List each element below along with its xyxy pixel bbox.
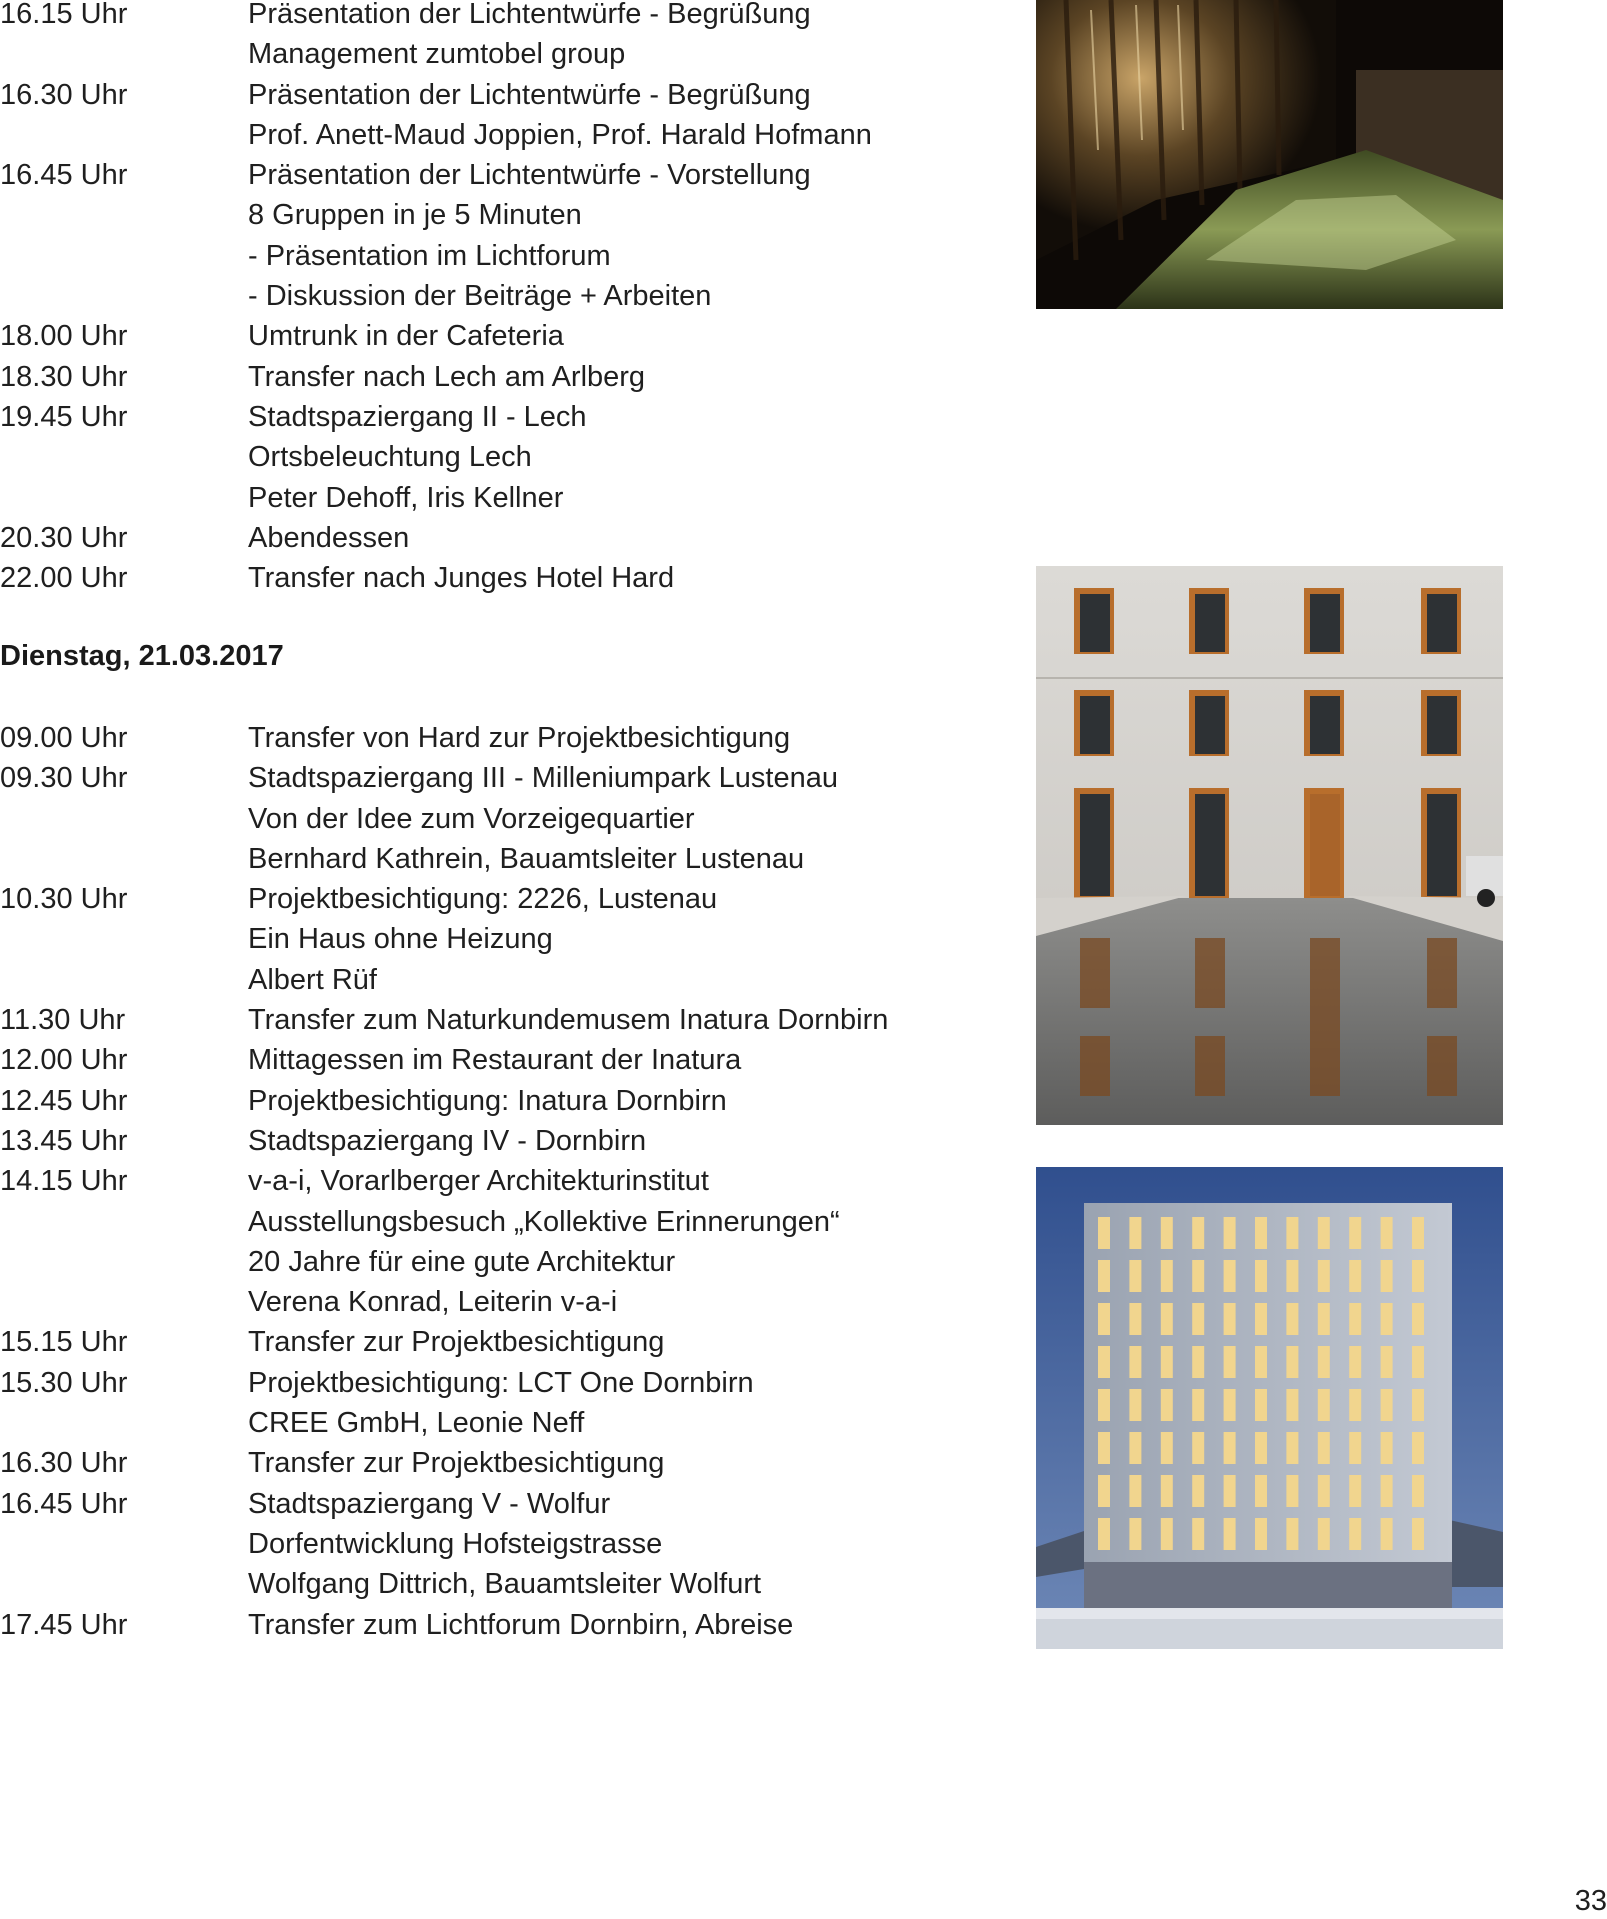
tower-window bbox=[1192, 1475, 1204, 1507]
tower-window bbox=[1192, 1432, 1204, 1464]
tower-window bbox=[1286, 1260, 1298, 1292]
photo-lct-one-tower-graphic bbox=[1036, 1167, 1503, 1649]
schedule-text: Projektbesichtigung: Inatura Dornbirn bbox=[248, 1084, 727, 1117]
schedule-text: Transfer zum Lichtforum Dornbirn, Abreise bbox=[248, 1608, 794, 1641]
schedule-time: 14.15 Uhr bbox=[0, 1165, 128, 1198]
tower-window bbox=[1255, 1389, 1267, 1421]
tower-window bbox=[1224, 1475, 1236, 1507]
schedule-time: 15.30 Uhr bbox=[0, 1366, 128, 1399]
schedule-time: 15.15 Uhr bbox=[0, 1326, 128, 1359]
photo-building-2226-graphic bbox=[1036, 566, 1503, 1125]
schedule-text: Von der Idee zum Vorzeigequartier bbox=[248, 802, 695, 835]
schedule-text: 8 Gruppen in je 5 Minuten bbox=[248, 199, 582, 232]
tower-window bbox=[1255, 1518, 1267, 1550]
schedule-text: Transfer zur Projektbesichtigung bbox=[248, 1326, 665, 1359]
tower-window bbox=[1129, 1260, 1141, 1292]
schedule-text: Management zumtobel group bbox=[248, 38, 626, 71]
schedule-time: 18.30 Uhr bbox=[0, 360, 128, 393]
tower-window bbox=[1129, 1389, 1141, 1421]
tower-window bbox=[1286, 1217, 1298, 1249]
schedule-text: Ausstellungsbesuch „Kollektive Erinnerungen“ bbox=[248, 1205, 840, 1238]
tower-window bbox=[1192, 1346, 1204, 1378]
schedule-time: 17.45 Uhr bbox=[0, 1608, 128, 1641]
tower-window bbox=[1318, 1346, 1330, 1378]
tower-window bbox=[1381, 1303, 1393, 1335]
tower-window bbox=[1161, 1346, 1173, 1378]
tower-window bbox=[1349, 1303, 1361, 1335]
schedule-text: v-a-i, Vorarlberger Architekturinstitut bbox=[248, 1165, 709, 1198]
tower-window bbox=[1412, 1389, 1424, 1421]
tower-window bbox=[1098, 1432, 1110, 1464]
schedule-text: Verena Konrad, Leiterin v-a-i bbox=[248, 1286, 618, 1319]
tower-window bbox=[1412, 1217, 1424, 1249]
schedule-time: 18.00 Uhr bbox=[0, 320, 128, 353]
schedule-time: 10.30 Uhr bbox=[0, 883, 128, 916]
tower-window bbox=[1098, 1217, 1110, 1249]
tower-window bbox=[1349, 1518, 1361, 1550]
tower-window bbox=[1255, 1217, 1267, 1249]
tower-window bbox=[1098, 1475, 1110, 1507]
tower-window bbox=[1412, 1260, 1424, 1292]
tower-window bbox=[1192, 1518, 1204, 1550]
schedule-text: Präsentation der Lichtentwürfe - Begrüßung bbox=[248, 0, 811, 30]
schedule-text: Projektbesichtigung: 2226, Lustenau bbox=[248, 883, 718, 916]
schedule-time: 20.30 Uhr bbox=[0, 521, 128, 554]
tower-window bbox=[1224, 1389, 1236, 1421]
tower-window bbox=[1129, 1518, 1141, 1550]
tower-window bbox=[1161, 1475, 1173, 1507]
day-heading: Dienstag, 21.03.2017 bbox=[0, 640, 284, 672]
tower-window bbox=[1129, 1217, 1141, 1249]
tower-window bbox=[1224, 1432, 1236, 1464]
tower-window bbox=[1255, 1475, 1267, 1507]
tower-window bbox=[1192, 1389, 1204, 1421]
schedule-time: 19.45 Uhr bbox=[0, 400, 128, 433]
schedule-time: 12.00 Uhr bbox=[0, 1044, 128, 1077]
schedule-time: 16.45 Uhr bbox=[0, 1487, 128, 1520]
tower-window bbox=[1349, 1432, 1361, 1464]
tower-window bbox=[1255, 1260, 1267, 1292]
tower-window bbox=[1224, 1260, 1236, 1292]
tower-window bbox=[1224, 1303, 1236, 1335]
tower-window bbox=[1129, 1346, 1141, 1378]
schedule-text: Transfer zum Naturkundemusem Inatura Dornbirn bbox=[248, 1004, 889, 1037]
tower-window bbox=[1318, 1475, 1330, 1507]
schedule-text: Transfer nach Lech am Arlberg bbox=[248, 360, 646, 393]
tower-window bbox=[1192, 1303, 1204, 1335]
schedule-text: - Diskussion der Beiträge + Arbeiten bbox=[248, 280, 712, 313]
tower-window bbox=[1098, 1346, 1110, 1378]
tower-window bbox=[1192, 1217, 1204, 1249]
tower-window bbox=[1318, 1389, 1330, 1421]
tower-window bbox=[1381, 1260, 1393, 1292]
tower-window bbox=[1224, 1346, 1236, 1378]
schedule-text: Dorfentwicklung Hofsteigstrasse bbox=[248, 1527, 663, 1560]
tower-window bbox=[1129, 1432, 1141, 1464]
schedule-text: Prof. Anett-Maud Joppien, Prof. Harald Hofmann bbox=[248, 118, 872, 151]
photo-lct-one-tower bbox=[1036, 1167, 1503, 1649]
tower-window bbox=[1381, 1389, 1393, 1421]
tower-window bbox=[1318, 1303, 1330, 1335]
tower-window bbox=[1349, 1260, 1361, 1292]
tower-window bbox=[1381, 1346, 1393, 1378]
tower-window bbox=[1412, 1475, 1424, 1507]
schedule-time: 12.45 Uhr bbox=[0, 1084, 128, 1117]
tower-window bbox=[1286, 1303, 1298, 1335]
schedule-text: Stadtspaziergang IV - Dornbirn bbox=[248, 1124, 647, 1157]
tower-window bbox=[1161, 1260, 1173, 1292]
tower-window bbox=[1161, 1518, 1173, 1550]
schedule-text: Transfer nach Junges Hotel Hard bbox=[248, 562, 675, 595]
schedule-text: Wolfgang Dittrich, Bauamtsleiter Wolfurt bbox=[248, 1568, 762, 1601]
tower-window bbox=[1349, 1217, 1361, 1249]
tower-window bbox=[1098, 1260, 1110, 1292]
schedule-text: Präsentation der Lichtentwürfe - Vorstellung bbox=[248, 159, 811, 192]
tower-window bbox=[1381, 1432, 1393, 1464]
photo-building-2226 bbox=[1036, 566, 1503, 1125]
tower-window bbox=[1161, 1432, 1173, 1464]
schedule-text: Stadtspaziergang V - Wolfur bbox=[248, 1487, 611, 1520]
tower-window bbox=[1286, 1475, 1298, 1507]
tower-window bbox=[1098, 1389, 1110, 1421]
tower-window bbox=[1161, 1217, 1173, 1249]
schedule-text: Peter Dehoff, Iris Kellner bbox=[248, 481, 564, 514]
schedule-text: Umtrunk in der Cafeteria bbox=[248, 320, 564, 353]
schedule-time: 09.00 Uhr bbox=[0, 722, 128, 754]
schedule-time: 09.30 Uhr bbox=[0, 762, 128, 795]
tower-window bbox=[1349, 1346, 1361, 1378]
schedule-text: Stadtspaziergang III - Milleniumpark Lustenau bbox=[248, 762, 838, 795]
tower-window bbox=[1318, 1518, 1330, 1550]
schedule-text: Albert Rüf bbox=[248, 963, 377, 996]
schedule-time: 16.15 Uhr bbox=[0, 0, 128, 30]
schedule-time: 16.45 Uhr bbox=[0, 159, 128, 192]
schedule-text: 20 Jahre für eine gute Architektur bbox=[248, 1245, 676, 1278]
schedule-time: 13.45 Uhr bbox=[0, 1124, 128, 1157]
schedule-text: CREE GmbH, Leonie Neff bbox=[248, 1407, 585, 1440]
schedule-time: 11.30 Uhr bbox=[0, 1004, 126, 1037]
tower-window bbox=[1318, 1432, 1330, 1464]
tower-window bbox=[1286, 1518, 1298, 1550]
tower-window bbox=[1412, 1432, 1424, 1464]
tower-window bbox=[1161, 1303, 1173, 1335]
page-number: 33 bbox=[1574, 1885, 1607, 1917]
tower-window bbox=[1255, 1346, 1267, 1378]
tower-window bbox=[1318, 1217, 1330, 1249]
schedule-text: Bernhard Kathrein, Bauamtsleiter Lustenau bbox=[248, 842, 805, 875]
schedule-text: Projektbesichtigung: LCT One Dornbirn bbox=[248, 1366, 754, 1399]
tower-window bbox=[1349, 1389, 1361, 1421]
tower-window bbox=[1286, 1346, 1298, 1378]
photo-illuminated-interior-graphic bbox=[1036, 0, 1503, 309]
schedule-time: 16.30 Uhr bbox=[0, 1447, 128, 1480]
tower-window bbox=[1381, 1475, 1393, 1507]
tower-window bbox=[1349, 1475, 1361, 1507]
schedule-text: Abendessen bbox=[248, 521, 410, 554]
tower-window bbox=[1129, 1475, 1141, 1507]
tower-window bbox=[1224, 1518, 1236, 1550]
tower-window bbox=[1381, 1518, 1393, 1550]
schedule-text: Ortsbeleuchtung Lech bbox=[248, 441, 532, 474]
tower-window bbox=[1098, 1303, 1110, 1335]
schedule-text: Mittagessen im Restaurant der Inatura bbox=[248, 1044, 742, 1077]
tower-window bbox=[1224, 1217, 1236, 1249]
schedule-text: Präsentation der Lichtentwürfe - Begrüßung bbox=[248, 78, 811, 111]
tower-window bbox=[1161, 1389, 1173, 1421]
tower-window bbox=[1412, 1303, 1424, 1335]
tower-window bbox=[1129, 1303, 1141, 1335]
tower-window bbox=[1255, 1432, 1267, 1464]
schedule-text: Stadtspaziergang II - Lech bbox=[248, 400, 587, 433]
tower-window bbox=[1381, 1217, 1393, 1249]
tower-window bbox=[1286, 1432, 1298, 1464]
schedule-time: 22.00 Uhr bbox=[0, 562, 128, 595]
tower-window bbox=[1412, 1518, 1424, 1550]
tower-window bbox=[1412, 1346, 1424, 1378]
tower-window bbox=[1255, 1303, 1267, 1335]
tower-window bbox=[1286, 1389, 1298, 1421]
schedule-text: Transfer zur Projektbesichtigung bbox=[248, 1447, 665, 1480]
schedule-text: Transfer von Hard zur Projektbesichtigung bbox=[248, 722, 791, 754]
schedule-text: Ein Haus ohne Heizung bbox=[248, 923, 553, 956]
tower-window bbox=[1098, 1518, 1110, 1550]
schedule-time: 16.30 Uhr bbox=[0, 78, 128, 111]
schedule-text: - Präsentation im Lichtforum bbox=[248, 239, 611, 272]
photo-illuminated-interior bbox=[1036, 0, 1503, 309]
tower-window bbox=[1192, 1260, 1204, 1292]
tower-window bbox=[1318, 1260, 1330, 1292]
